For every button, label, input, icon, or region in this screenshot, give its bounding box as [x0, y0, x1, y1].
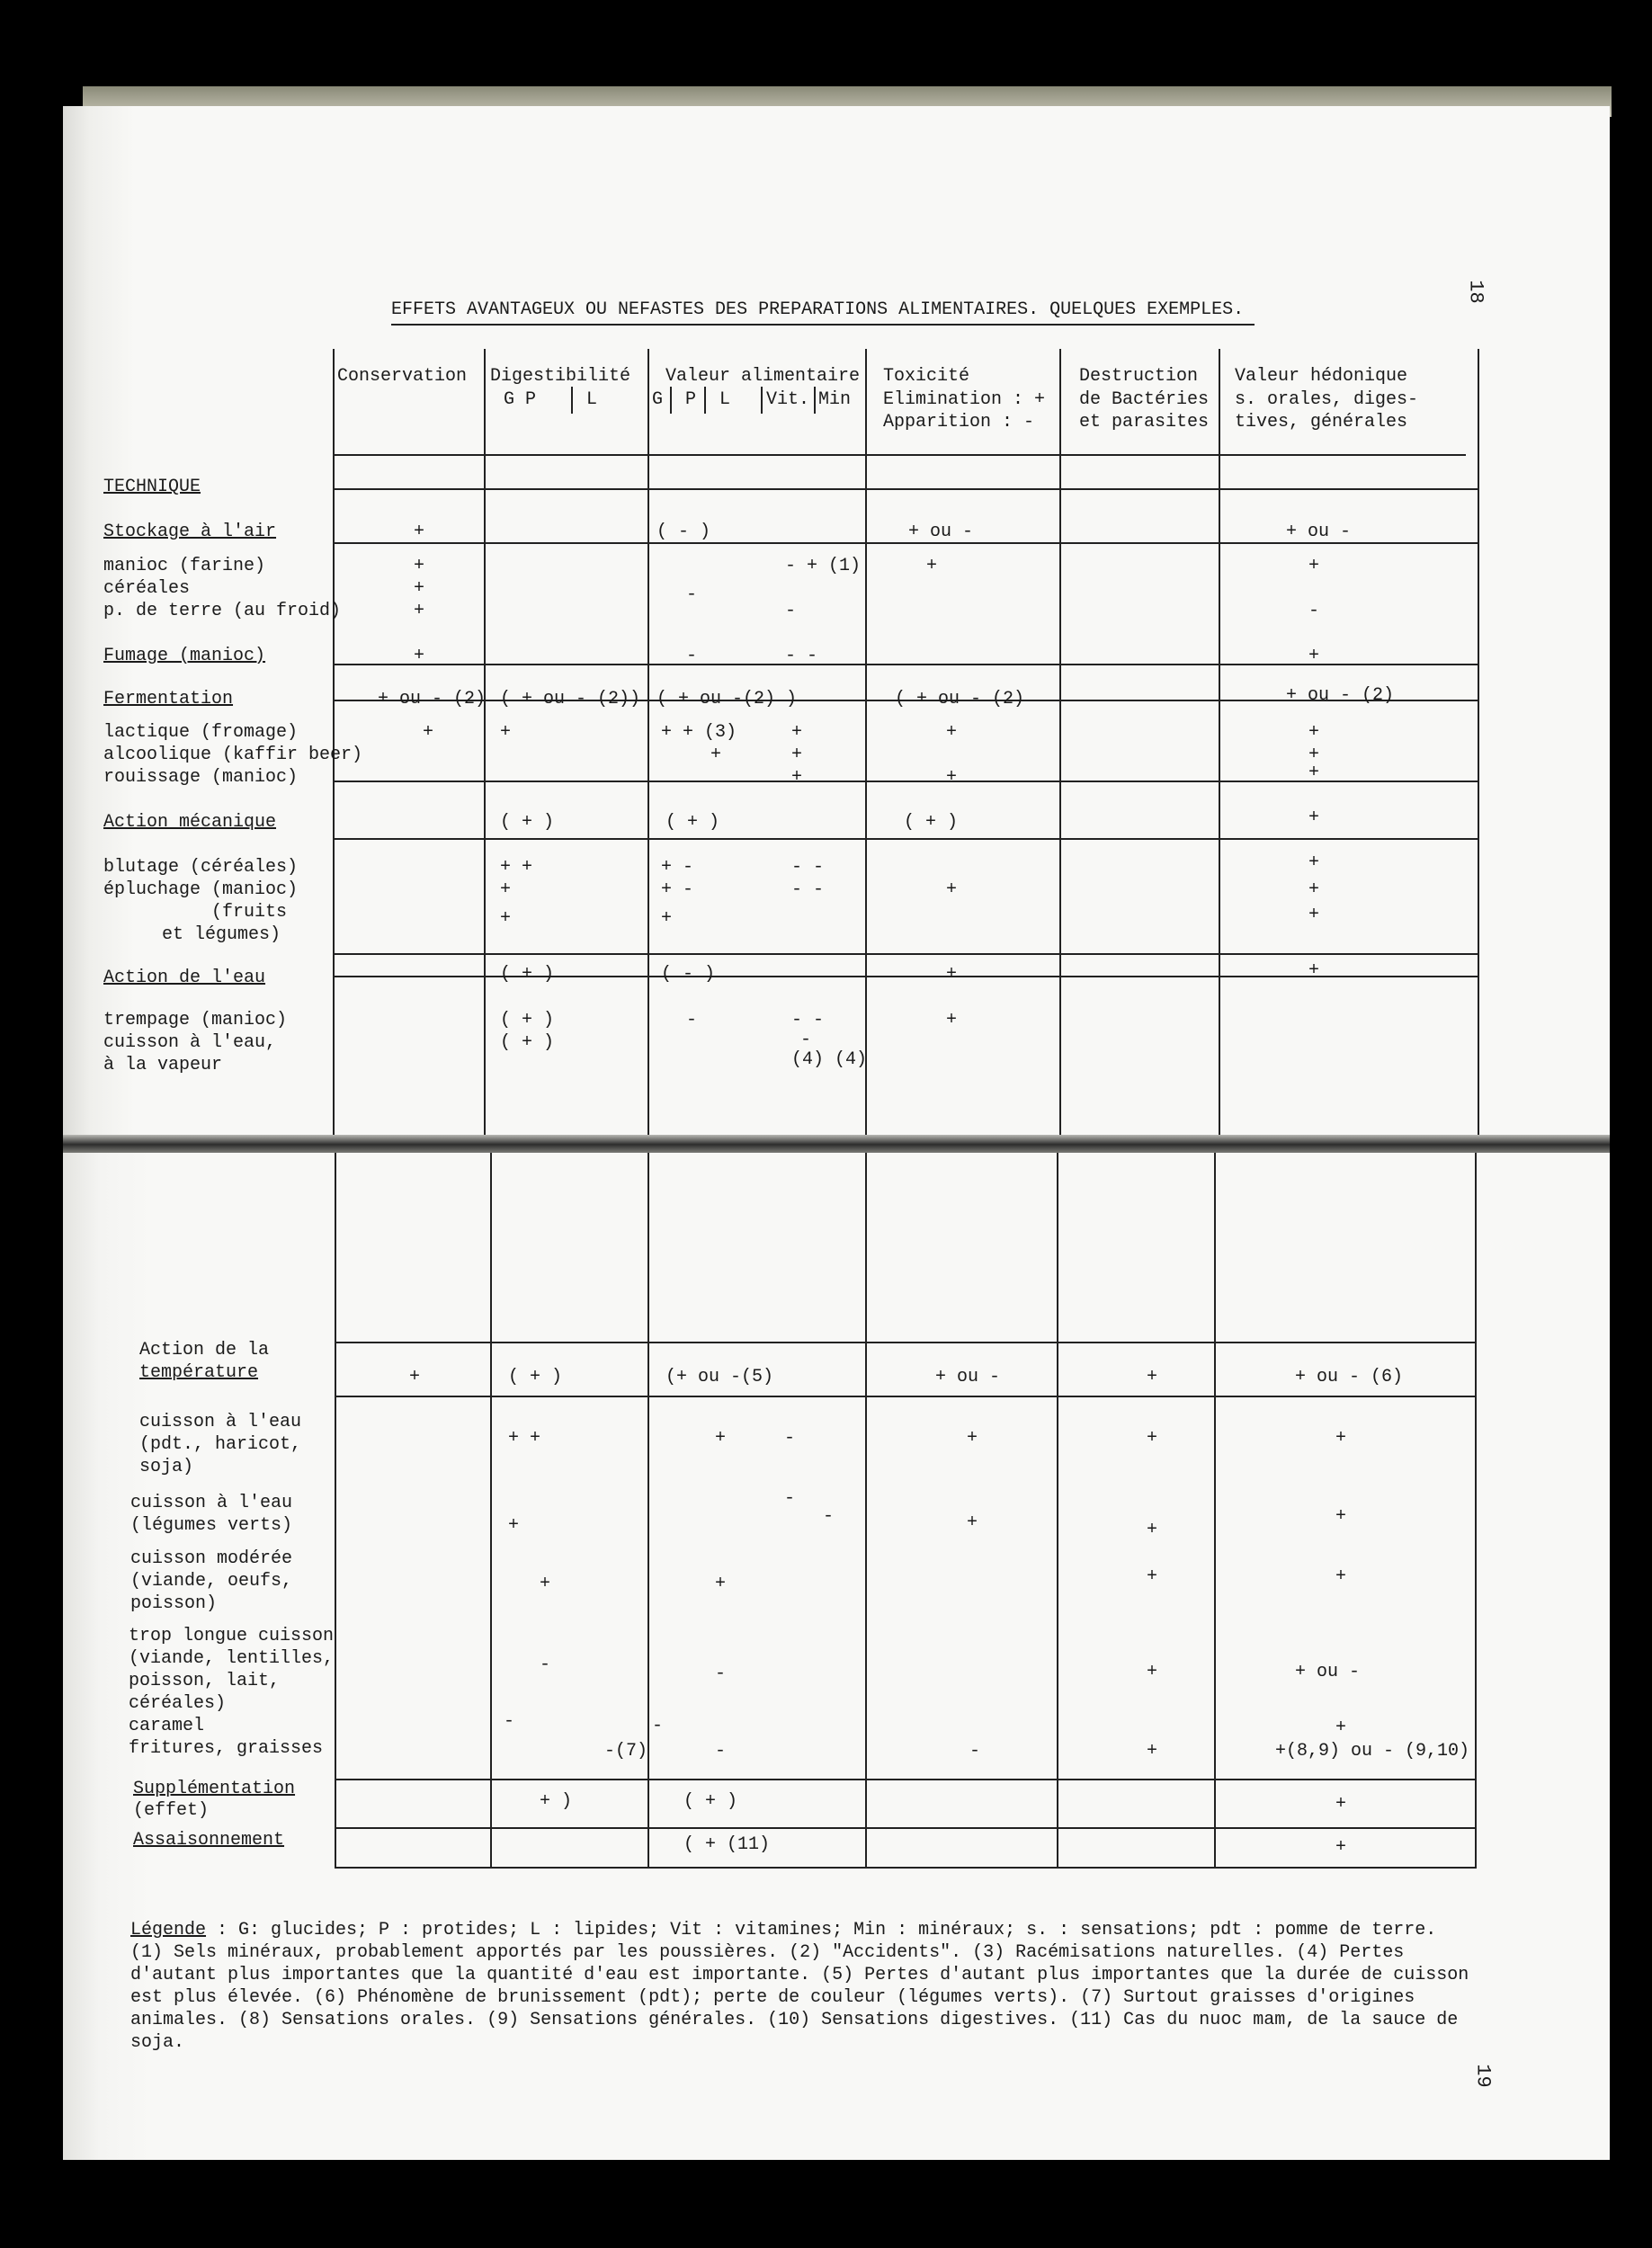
row-longue-label4: céréales) [129, 1693, 227, 1714]
row-temperature-label1: Action de la [139, 1340, 270, 1360]
cell: + [967, 1512, 978, 1533]
row-cuisson-pdt-label2: (pdt., haricot, [139, 1434, 302, 1455]
grid-line [647, 1153, 649, 1868]
cell: + [1308, 646, 1320, 666]
cell: + [1335, 1717, 1347, 1738]
header-val-vit: Vit. [766, 389, 810, 410]
cell: - [715, 1741, 727, 1762]
cell: + [414, 646, 425, 666]
cell: + [1147, 1520, 1158, 1540]
row-assaisonnement-label: Assaisonnement [133, 1830, 285, 1851]
cell: ( + ) [500, 1010, 555, 1030]
grid-line [647, 349, 649, 1142]
cell: + [540, 1574, 551, 1594]
cell: ( + ) [665, 812, 720, 833]
cell: + [1335, 1837, 1347, 1858]
grid-line [335, 1396, 1477, 1397]
page-top [63, 106, 1610, 1140]
cell: + - [661, 879, 694, 900]
cell: - [652, 1716, 664, 1736]
cell: + [508, 1515, 520, 1536]
title-underline [391, 324, 1255, 326]
cell: - [969, 1741, 981, 1762]
cell: + [414, 556, 425, 576]
row-moderee-label1: cuisson modérée [130, 1548, 293, 1569]
cell: - - [785, 646, 818, 666]
row-supplementation-label1: Supplémentation [133, 1779, 296, 1799]
cell: + [967, 1428, 978, 1449]
cell: ( + ou - (2)) [500, 689, 641, 709]
legend-label: Légende [130, 1920, 207, 1940]
header-valeur: Valeur alimentaire [665, 366, 861, 387]
row-stockage-label: Stockage à l'air [103, 522, 277, 542]
legend-text: : G: glucides; P : protides; L : lipides; Vit : vitamines; Min : minéraux; s. : sensations; pdt : pomme de terre. (1) Sels minéraux, probablement apportés par les poussières. (2) "Accidents". (3) Racémisations naturelles. (4) Pertes d'autant plus importantes que la quantité d'eau est importante. (5) Pertes d'autant plus importantes que la durée de cuisson est plus élevée. (6) Phénomène de brunissement (pdt); perte de couleur (légumes verts). (7) Surtout graisses d'origines animales. (8) Sensations orales. (9) Sensations générales. (10) Sensations digestives. (11) Cas du nuoc mam, de la sauce de soja. [130, 1920, 1469, 2053]
row-fruits-label: (fruits [211, 902, 288, 923]
grid-line [333, 454, 1466, 456]
cell: ( + ) [683, 1791, 738, 1812]
grid-line [335, 1342, 1477, 1343]
cell: ( + ) [500, 1032, 555, 1053]
row-fritures-label: fritures, graisses [129, 1738, 324, 1759]
cell: + ou - (2) [378, 689, 487, 709]
cell: + [1335, 1566, 1347, 1587]
grid-line [761, 387, 763, 414]
row-cuisson-verts-label1: cuisson à l'eau [130, 1493, 293, 1513]
cell: + [1147, 1662, 1158, 1682]
header-dig-gp: G P [504, 389, 537, 410]
grid-line [335, 1867, 1477, 1869]
cell: ( + ) [500, 964, 555, 985]
cell: + ou - [1295, 1662, 1361, 1682]
row-longue-label3: poisson, lait, [129, 1671, 281, 1691]
cell: + + [508, 1428, 541, 1449]
cell: + ) [540, 1791, 573, 1812]
cell: - [540, 1655, 551, 1675]
cell: + [1308, 722, 1320, 743]
cell: ( - ) [661, 964, 716, 985]
cell: - + (1) [785, 556, 862, 576]
header-toxicite: Toxicité [883, 366, 970, 387]
row-rouissage-label: rouissage (manioc) [103, 767, 299, 788]
header-val-min: Min [818, 389, 852, 410]
row-legumes-label: et légumes) [162, 924, 281, 945]
grid-line [333, 488, 1479, 490]
cell: + [1308, 852, 1320, 873]
page-number-bottom: 19 [1471, 2064, 1495, 2088]
page-number-top: 18 [1464, 280, 1487, 304]
cell: ( + ou -(2) ) [656, 689, 798, 709]
row-mecanique-label: Action mécanique [103, 812, 277, 833]
cell: - [686, 584, 698, 605]
cell: +(8,9) ou - (9,10) [1275, 1741, 1470, 1762]
cell: + [1308, 745, 1320, 765]
grid-line [335, 1827, 1477, 1829]
cell: ( - ) [656, 522, 711, 542]
cell: - [784, 1488, 796, 1509]
cell: - [785, 601, 797, 621]
row-cuisson-verts-label2: (légumes verts) [130, 1515, 293, 1536]
header-generales: tives, générales [1235, 412, 1408, 433]
grid-line [1475, 1153, 1477, 1868]
row-fermentation-label: Fermentation [103, 689, 234, 709]
label-technique: TECHNIQUE [103, 477, 201, 497]
cell: ( + ) [508, 1367, 563, 1387]
cell: + - [661, 857, 694, 878]
header-elimination: Elimination : + [883, 389, 1046, 410]
cell: + [946, 767, 958, 788]
grid-line [865, 349, 867, 1142]
cell: + [1147, 1566, 1158, 1587]
grid-line [1059, 349, 1061, 1142]
cell: - - [791, 857, 825, 878]
row-cuisson-pdt-label3: soja) [139, 1457, 194, 1477]
grid-line [333, 781, 1479, 782]
cell: - [715, 1664, 727, 1684]
row-manioc-label: manioc (farine) [103, 556, 266, 576]
grid-line [1219, 349, 1220, 1142]
row-epluchage-label: épluchage (manioc) [103, 879, 299, 900]
cell: (4) (4) [791, 1049, 868, 1070]
cell: + [791, 722, 803, 743]
cell: + [715, 1428, 727, 1449]
row-caramel-label: caramel [129, 1716, 205, 1736]
cell: - [686, 1010, 698, 1030]
grid-line [1478, 349, 1479, 1142]
cell: + ou - [935, 1367, 1001, 1387]
cell: + [500, 879, 512, 900]
grid-line [335, 1779, 1477, 1780]
cell: + [1147, 1367, 1158, 1387]
legend [130, 1919, 1479, 2054]
grid-line [704, 387, 706, 414]
cell: + ou - (6) [1295, 1367, 1404, 1387]
table-title: EFFETS AVANTAGEUX OU NEFASTES DES PREPARATIONS ALIMENTAIRES. QUELQUES EXEMPLES. [391, 299, 1245, 320]
cell: + [1335, 1794, 1347, 1815]
cell: + [946, 879, 958, 900]
cell: - [504, 1711, 515, 1732]
cell: ( + (11) [683, 1834, 771, 1855]
cell: - - [791, 879, 825, 900]
header-apparition: Apparition : - [883, 412, 1035, 433]
cell: - [800, 1030, 812, 1050]
cell: + [1308, 556, 1320, 576]
cell: + [710, 745, 722, 765]
cell: - [823, 1506, 835, 1527]
cell: + [946, 964, 958, 985]
header-val-p: P [685, 389, 697, 410]
row-trempage-label: trempage (manioc) [103, 1010, 288, 1030]
cell: (+ ou -(5) [665, 1367, 774, 1387]
row-vapeur-label: à la vapeur [103, 1055, 223, 1075]
row-fumage-label: Fumage (manioc) [103, 646, 266, 666]
row-cuisson-eau-label: cuisson à l'eau, [103, 1032, 277, 1053]
header-val-g: G [652, 389, 664, 410]
grid-line [335, 1153, 336, 1868]
row-supplementation-label2: (effet) [133, 1800, 210, 1821]
header-sensations: s. orales, diges- [1235, 389, 1419, 410]
row-cereales-label: céréales [103, 578, 191, 599]
cell: + [1147, 1428, 1158, 1449]
cell: + ou - [908, 522, 974, 542]
grid-line [1214, 1153, 1216, 1868]
header-destruction: Destruction [1079, 366, 1199, 387]
row-moderee-label3: poisson) [130, 1593, 218, 1614]
row-eau-label: Action de l'eau [103, 968, 266, 988]
grid-line [484, 349, 486, 1142]
cell: + [661, 908, 673, 929]
header-parasites: et parasites [1079, 412, 1210, 433]
row-longue-label2: (viande, lentilles, [129, 1648, 335, 1669]
cell: + [414, 578, 425, 599]
cell: + ou - (2) [1286, 685, 1395, 706]
row-temperature-label2: température [139, 1362, 259, 1383]
cell: + [500, 722, 512, 743]
grid-line [814, 387, 816, 414]
cell: + ou - [1286, 522, 1352, 542]
cell: + [409, 1367, 421, 1387]
cell: + [1308, 905, 1320, 925]
header-conservation: Conservation [337, 366, 468, 387]
cell: + [715, 1574, 727, 1594]
cell: + [946, 1010, 958, 1030]
cell: - [686, 646, 698, 666]
row-cuisson-pdt-label1: cuisson à l'eau [139, 1412, 302, 1432]
header-hedonique: Valeur hédonique [1235, 366, 1408, 387]
grid-line [333, 953, 1479, 955]
row-alcoolique-label: alcoolique (kaffir beer) [103, 745, 363, 765]
grid-line [670, 387, 672, 414]
grid-line [865, 1153, 867, 1868]
cell: + [1308, 763, 1320, 783]
cell: + [1308, 807, 1320, 828]
cell: + [1308, 960, 1320, 981]
cell: + [926, 556, 938, 576]
cell: + [946, 722, 958, 743]
row-blutage-label: blutage (céréales) [103, 857, 299, 878]
cell: + + [500, 857, 533, 878]
cell: -(7) [604, 1741, 648, 1762]
grid-line [1057, 1153, 1058, 1868]
row-lactique-label: lactique (fromage) [103, 722, 299, 743]
header-dig-l: L [586, 389, 598, 410]
grid-line [571, 387, 573, 414]
cell: + [1308, 879, 1320, 900]
grid-line [333, 664, 1479, 665]
cell: - [784, 1428, 796, 1449]
header-digestibilite: Digestibilité [490, 366, 631, 387]
cell: ( + ) [500, 812, 555, 833]
cell: + [414, 522, 425, 542]
header-bacteries: de Bactéries [1079, 389, 1210, 410]
cell: + [791, 745, 803, 765]
cell: ( + ou - (2) [895, 689, 1025, 709]
grid-line [333, 838, 1479, 840]
cell: + [414, 601, 425, 621]
row-moderee-label2: (viande, oeufs, [130, 1571, 293, 1592]
cell: + + (3) [661, 722, 737, 743]
cell: - [1308, 601, 1320, 621]
cell: + [500, 908, 512, 929]
cell: + [1147, 1741, 1158, 1762]
cell: + [1335, 1506, 1347, 1527]
cell: ( + ) [904, 812, 959, 833]
cell: + [1335, 1428, 1347, 1449]
header-val-l: L [719, 389, 731, 410]
cell: - - [791, 1010, 825, 1030]
row-longue-label1: trop longue cuisson [129, 1626, 335, 1646]
row-pdt-label: p. de terre (au froid) [103, 601, 342, 621]
cell: + [423, 722, 434, 743]
cell: + [791, 767, 803, 788]
grid-line [490, 1153, 492, 1868]
